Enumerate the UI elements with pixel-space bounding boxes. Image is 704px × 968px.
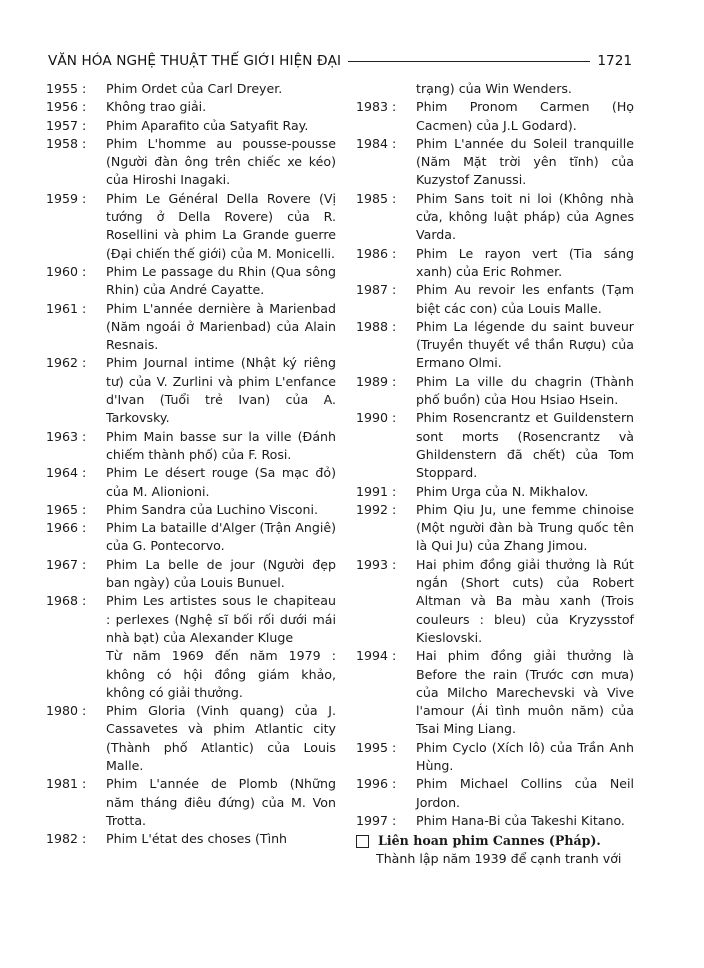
- list-item: [46, 519, 336, 556]
- no-award-note: Từ năm 1969 đến năm 1979 : không có hội đồng giám khảo, không có giải thưởng.: [106, 648, 336, 700]
- entry-year: 1994 :: [356, 648, 397, 664]
- entry-text: Hai phim đồng giải thưởng là Before the rain (Trước cơn mưa) của Milcho Marechevski và Vive l'amour (Ái tình muôn năm) của Tsai Ming Liang.: [416, 648, 634, 737]
- entry-year: 1966 :: [46, 520, 87, 536]
- list-item: [46, 592, 336, 647]
- entry-year: 1963 :: [46, 428, 87, 444]
- entry-text: Phim Journal intime (Nhật ký riêng tư) của V. Zurlini và phim L'enfance d'Ivan (Tuổi trẻ Ivan) của A. Tarkovsky.: [106, 355, 336, 426]
- entry-year: 1992 :: [356, 501, 397, 517]
- list-item: [356, 318, 634, 373]
- list-item: [46, 190, 336, 263]
- header-rule: [348, 61, 590, 62]
- list-item: [46, 98, 336, 116]
- list-item: [356, 409, 634, 482]
- entry-text: Phim La ville du chagrin (Thành phố buồn) của Hou Hsiao Hsein.: [416, 373, 634, 408]
- entry-year: 1967 :: [46, 556, 87, 572]
- entry-text: Phim L'année dernière à Marienbad (Năm ngoái ở Marienbad) của Alain Resnais.: [106, 300, 336, 353]
- section-paragraph: Thành lập năm 1939 để cạnh tranh với: [376, 851, 622, 867]
- list-item: [356, 98, 634, 135]
- list-item: [46, 702, 336, 775]
- entry-text: Không trao giải.: [106, 99, 207, 115]
- entry-text: Phim Le Général Della Rovere (Vị tướng ở Della Rovere) của R. Rosellini và phim La Grande guerre (Đại chiến thế giới) của M. Monicelli.: [106, 190, 336, 261]
- entry-year: 1993 :: [356, 556, 397, 572]
- list-item: [46, 556, 336, 593]
- list-item: [46, 501, 336, 519]
- entry-text: Phim Le passage du Rhin (Qua sông Rhin) của André Cayatte.: [106, 263, 336, 298]
- list-item: [356, 775, 634, 812]
- list-item: [46, 117, 336, 135]
- entry-text: Phim Rosencrantz et Guildenstern sont morts (Rosencrantz và Ghildenstern đã chết) của Tom Stoppard.: [416, 410, 634, 481]
- page-number: 1721: [597, 53, 632, 69]
- list-item: [356, 501, 634, 556]
- entry-year: 1997 :: [356, 812, 397, 828]
- entry-year: 1980 :: [46, 703, 87, 719]
- entry-text: Phim Gloria (Vinh quang) của J. Cassavetes và phim Atlantic city (Thành phố Atlantic) của Louis Malle.: [106, 703, 336, 773]
- entry-text: Phim L'année du Soleil tranquille (Năm Mặt trời yên tĩnh) của Kuzystof Zanussi.: [416, 135, 634, 188]
- list-item: [356, 812, 634, 830]
- entry-year: 1981 :: [46, 776, 87, 792]
- right-column: [356, 80, 634, 869]
- entry-text: Phim La belle de jour (Người đẹp ban ngày) của Louis Bunuel.: [106, 556, 336, 591]
- entry-year: 1991 :: [356, 483, 397, 499]
- entry-text: Phim Les artistes sous le chapiteau : perlexes (Nghệ sĩ bối rối dưới mái nhà bạt) của Alexander Kluge: [106, 593, 336, 645]
- entry-text: Phim Urga của N. Mikhalov.: [416, 483, 589, 499]
- entry-text: Phim Main basse sur la ville (Đánh chiếm thành phố) của F. Rosi.: [106, 428, 336, 462]
- list-item: [46, 300, 336, 355]
- entry-year: 1958 :: [46, 135, 87, 151]
- list-item: [356, 281, 634, 318]
- list-item: [46, 354, 336, 427]
- entry-text: Phim La légende du saint buveur (Truyền thuyết về thần Rượu) của Ermano Olmi.: [416, 318, 634, 371]
- list-item: [356, 245, 634, 282]
- list-item: [46, 80, 336, 98]
- entry-text: Phim Aparafito của Satyafit Ray.: [106, 117, 309, 133]
- entry-text: Phim L'état des choses (Tình: [106, 831, 288, 847]
- entry-year: 1956 :: [46, 99, 87, 115]
- list-item: [46, 775, 336, 830]
- entry-year: 1957 :: [46, 117, 87, 133]
- left-column: [46, 80, 336, 848]
- entry-text: Phim Sans toit ni loi (Không nhà cửa, không luật pháp) của Agnes Varda.: [416, 190, 634, 243]
- entry-text: Phim Qiu Ju, une femme chinoise (Một người đàn bà Trung quốc tên là Qui Ju) của Zhang Jimou.: [416, 501, 634, 554]
- entry-year: 1968 :: [46, 593, 87, 609]
- entry-year: 1955 :: [46, 81, 87, 96]
- entry-year: 1990 :: [356, 410, 397, 426]
- list-item: [46, 263, 336, 300]
- entry-text: Phim Le rayon vert (Tia sáng xanh) của Eric Rohmer.: [416, 245, 634, 279]
- entry-text: Phim La bataille d'Alger (Trận Angiê) của G. Pontecorvo.: [106, 520, 336, 554]
- list-item: [46, 464, 336, 501]
- entry-text: Phim Ordet của Carl Dreyer.: [106, 81, 283, 96]
- list-item: [356, 739, 634, 776]
- entry-text: Phim L'homme au pousse-pousse (Người đàn ông trên chiếc xe kéo) của Hiroshi Inagaki.: [106, 135, 336, 188]
- list-item: [356, 556, 634, 647]
- entry-text: Phim Cyclo (Xích lô) của Trần Anh Hùng.: [416, 739, 634, 773]
- entry-year: 1986 :: [356, 245, 397, 261]
- entry-year: 1989 :: [356, 373, 397, 389]
- entry-year: 1995 :: [356, 739, 397, 755]
- entry-year: 1988 :: [356, 318, 397, 334]
- page-header: [48, 50, 632, 72]
- list-item: [356, 373, 634, 410]
- entry-year: 1962 :: [46, 355, 87, 371]
- list-item: [356, 647, 634, 738]
- entry-text: Phim Au revoir les enfants (Tạm biệt các con) của Louis Malle.: [416, 282, 634, 316]
- entry-year: 1960 :: [46, 263, 87, 279]
- entry-year: 1961 :: [46, 300, 87, 316]
- list-item: [356, 135, 634, 190]
- list-item: [46, 830, 336, 848]
- entry-year: 1985 :: [356, 190, 397, 206]
- entry-text: Phim Michael Collins của Neil Jordon.: [416, 776, 634, 810]
- entry-year: 1996 :: [356, 776, 397, 792]
- list-item: [356, 483, 634, 501]
- entry-year: 1983 :: [356, 99, 397, 115]
- entry-year: 1964 :: [46, 465, 87, 481]
- entry-text: Phim Le désert rouge (Sa mạc đỏ) của M. Alionioni.: [106, 465, 336, 499]
- header-title: VĂN HÓA NGHỆ THUẬT THẾ GIỚI HIỆN ĐẠI: [48, 53, 342, 69]
- entry-year: 1984 :: [356, 135, 397, 151]
- entry-year: 1959 :: [46, 190, 87, 206]
- entry-year: 1982 :: [46, 831, 87, 847]
- continued-entry-text: trạng) của Win Wenders.: [416, 81, 572, 96]
- section-heading: [356, 832, 634, 850]
- entry-year: 1987 :: [356, 282, 397, 298]
- checkbox-icon: [356, 835, 369, 848]
- list-item: [46, 135, 336, 190]
- entry-text: Phim L'année de Plomb (Những năm tháng điêu đứng) của M. Von Trotta.: [106, 776, 336, 828]
- entry-year: 1965 :: [46, 501, 87, 517]
- entry-text: Phim Pronom Carmen (Họ Cacmen) của J.L Godard).: [416, 99, 634, 133]
- entry-text: Hai phim đồng giải thưởng là Rút ngắn (Short cuts) của Robert Altman và Ba màu xanh (Trois couleurs : bleu) của Kryzysstof Kieslovski.: [416, 556, 634, 645]
- entry-text: Phim Sandra của Luchino Visconi.: [106, 501, 318, 517]
- section-heading-text: Liên hoan phim Cannes (Pháp).: [378, 833, 601, 849]
- entry-text: Phim Hana-Bi của Takeshi Kitano.: [416, 812, 625, 828]
- list-item: [46, 428, 336, 465]
- list-item: [356, 190, 634, 245]
